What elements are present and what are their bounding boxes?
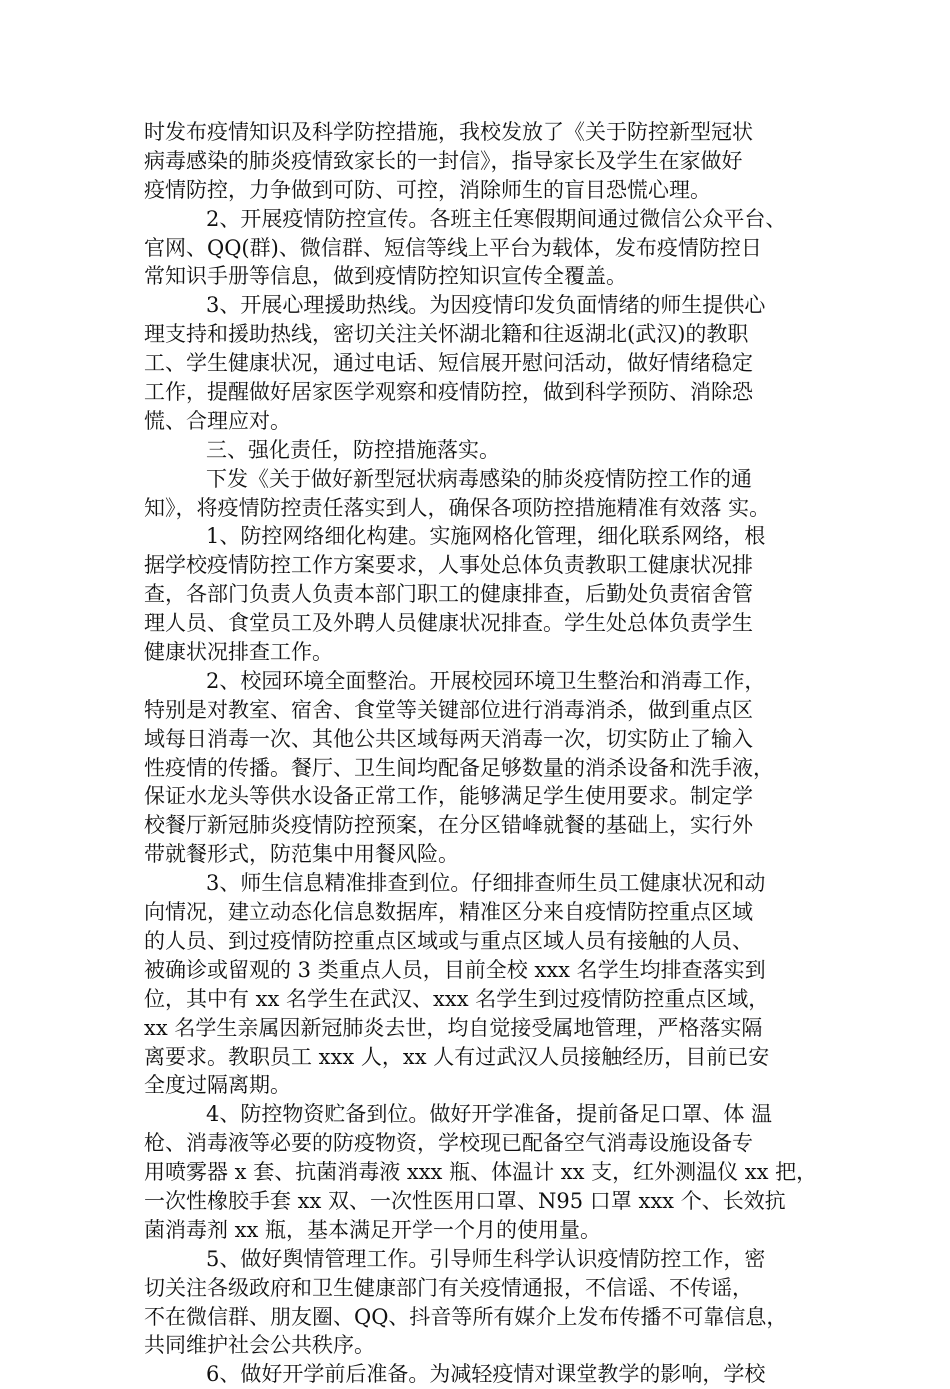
text-line: xx 名学生亲属因新冠肺炎去世，均自觉接受属地管理，严格落实隔	[144, 1015, 763, 1040]
text-line: 带就餐形式，防范集中用餐风险。	[144, 842, 459, 867]
text-line: 切关注各级政府和卫生健康部门有关疫情通报，不信谣、不传谣，	[144, 1275, 753, 1300]
text-line: 疫情防控，力争做到可防、可控，消除师生的盲目恐慌心理。	[144, 177, 711, 202]
text-line: 3、师生信息精准排查到位。仔细排查师生员工健康状况和动	[206, 871, 766, 896]
text-line: 1、防控网络细化构建。实施网格化管理，细化联系网络，根	[206, 524, 766, 549]
text-line: 时发布疫情知识及科学防控措施，我校发放了《关于防控新型冠状	[144, 120, 753, 144]
text-line: 4、防控物资贮备到位。做好开学准备，提前备足口罩、体 温	[206, 1102, 773, 1127]
text-line: 5、做好舆情管理工作。引导师生科学认识疫情防控工作，密	[206, 1246, 766, 1271]
text-line: 被确诊或留观的 3 类重点人员，目前全校 xxx 名学生均排查落实到	[144, 957, 766, 982]
text-line: 官网、QQ(群)、微信群、短信等线上平台为载体，发布疫情防控日	[144, 235, 762, 260]
text-line: 理支持和援助热线，密切关注关怀湖北籍和往返湖北(武汉)的教职	[144, 322, 749, 347]
text-line: 共同维护社会公共秩序。	[144, 1333, 375, 1358]
text-line: 用喷雾器 x 套、抗菌消毒液 xxx 瓶、体温计 xx 支，红外测温仪 xx 把，	[144, 1160, 818, 1185]
text-line: 2、开展疫情防控宣传。各班主任寒假期间通过微信公众平台、	[206, 206, 787, 231]
text-line: 6、做好开学前后准备。为减轻疫情对课堂教学的影响，学校	[206, 1362, 766, 1387]
text-line: 离要求。教职员工 xxx 人，xx 人有过武汉人员接触经历，目前已安	[144, 1044, 770, 1069]
text-line: 位，其中有 xx 名学生在武汉、xxx 名学生到过疫情防控重点区域，	[144, 986, 770, 1011]
text-line: 的人员、到过疫情防控重点区域或与重点区域人员有接触的人员、	[144, 928, 753, 953]
text-line: 下发《关于做好新型冠状病毒感染的肺炎疫情防控工作的通	[206, 466, 752, 491]
text-line: 三、强化责任，防控措施落实。	[206, 437, 500, 462]
text-line: 工作，提醒做好居家医学观察和疫情防控，做到科学预防、消除恐	[144, 380, 753, 405]
text-line: 菌消毒剂 xx 瓶，基本满足开学一个月的使用量。	[144, 1217, 602, 1242]
text-line: 3、开展心理援助热线。为因疫情印发负面情绪的师生提供心	[206, 293, 766, 318]
text-line: 一次性橡胶手套 xx 双、一次性医用口罩、N95 口罩 xxx 个、长效抗	[144, 1188, 786, 1213]
text-line: 查，各部门负责人负责本部门职工的健康排查，后勤处负责宿舍管	[144, 582, 753, 607]
text-line: 域每日消毒一次、其他公共区域每两天消毒一次，切实防止了输入	[144, 726, 753, 751]
text-line: 据学校疫情防控工作方案要求，人事处总体负责教职工健康状况排	[144, 553, 753, 578]
text-line: 病毒感染的肺炎疫情致家长的一封信》，指导家长及学生在家做好	[144, 148, 743, 173]
text-line: 2、校园环境全面整治。开展校园环境卫生整治和消毒工作，	[206, 668, 766, 693]
text-line: 工、学生健康状况，通过电话、短信展开慰问活动，做好情绪稳定	[144, 351, 753, 376]
text-line: 保证水龙头等供水设备正常工作，能够满足学生使用要求。制定学	[144, 784, 753, 809]
text-line: 理人员、食堂员工及外聘人员健康状况排查。学生处总体负责学生	[144, 611, 753, 636]
text-line: 慌、合理应对。	[144, 408, 291, 433]
text-line: 特别是对教室、宿舍、食堂等关键部位进行消毒消杀，做到重点区	[144, 697, 753, 722]
text-line: 健康状况排查工作。	[144, 640, 333, 665]
text-line: 向情况，建立动态化信息数据库，精准区分来自疫情防控重点区域	[144, 900, 753, 925]
text-line: 不在微信群、朋友圈、QQ、抖音等所有媒介上发布传播不可靠信息，	[144, 1304, 788, 1329]
text-line: 枪、消毒液等必要的防疫物资，学校现已配备空气消毒设施设备专	[144, 1131, 753, 1156]
text-line: 校餐厅新冠肺炎疫情防控预案，在分区错峰就餐的基础上，实行外	[144, 813, 753, 838]
text-line: 知》，将疫情防控责任落实到人，确保各项防控措施精准有效落 实。	[144, 495, 771, 520]
text-line: 常知识手册等信息，做到疫情防控知识宣传全覆盖。	[144, 264, 627, 289]
text-line: 全度过隔离期。	[144, 1073, 291, 1098]
document-body	[144, 118, 824, 1389]
text-line: 性疫情的传播。餐厅、卫生间均配备足够数量的消杀设备和洗手液，	[144, 755, 774, 780]
